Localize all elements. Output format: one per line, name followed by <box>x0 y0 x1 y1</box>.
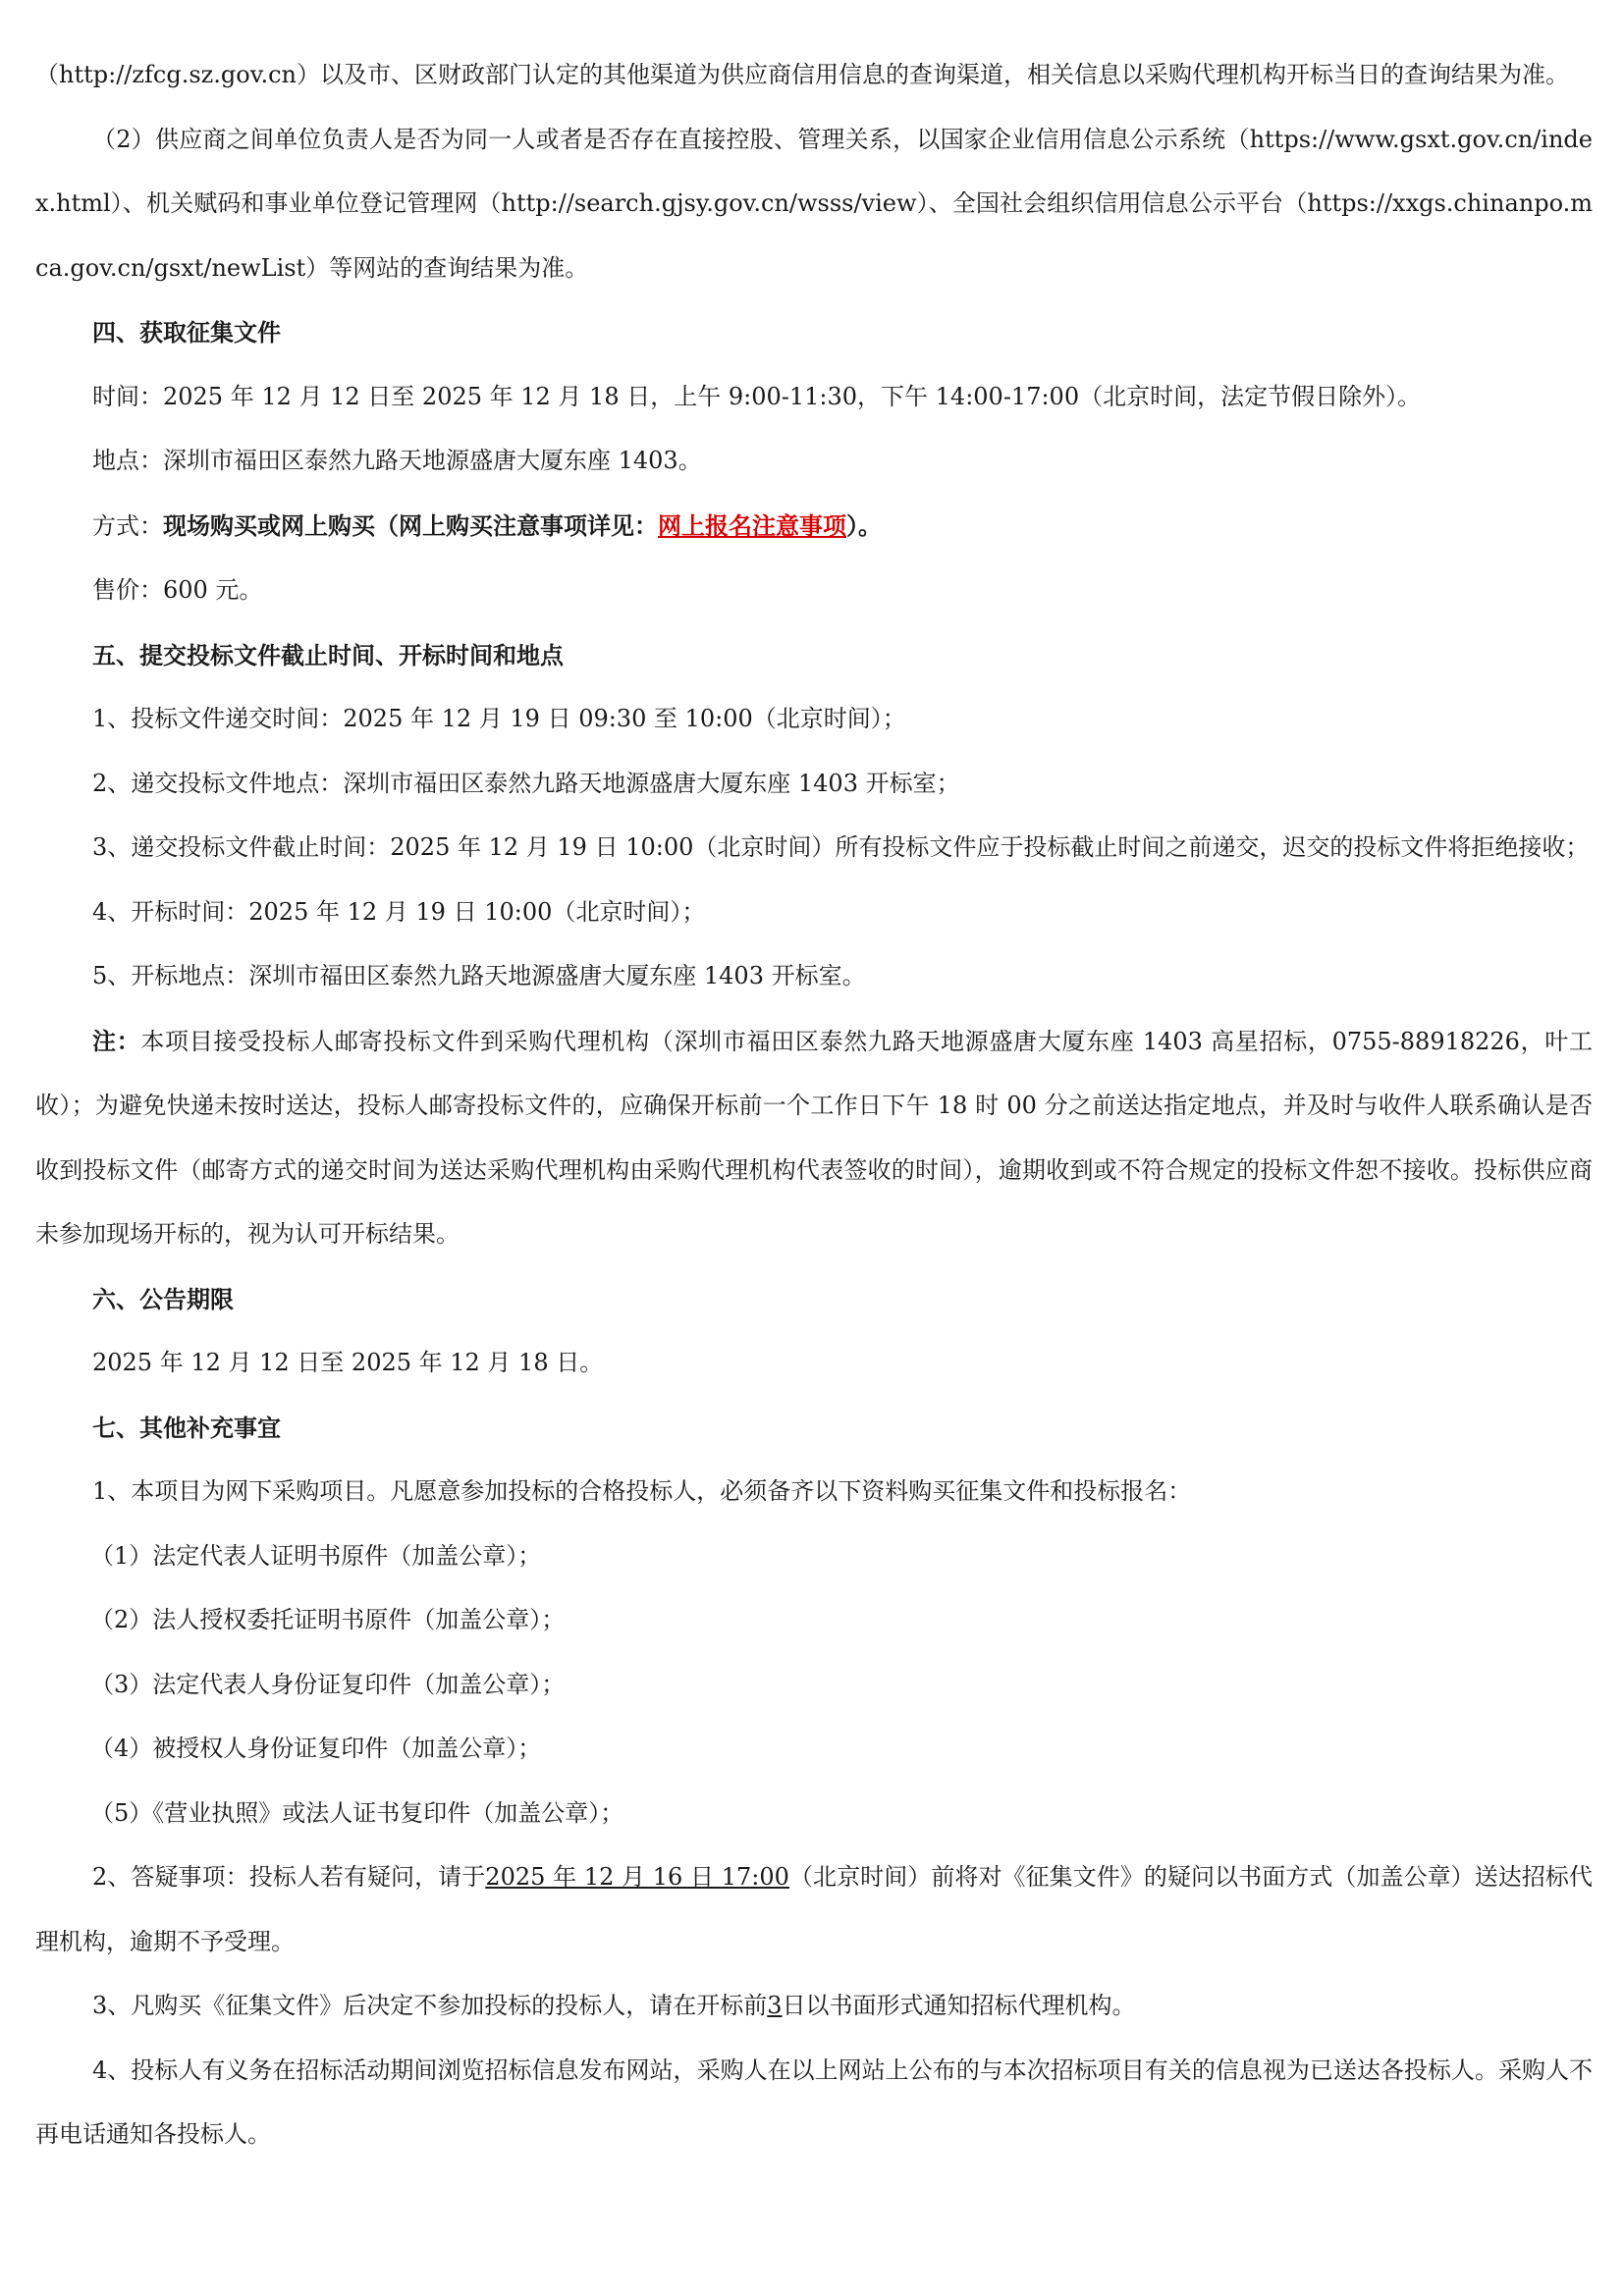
obtain-method <box>35 494 1593 560</box>
online-registration-link[interactable]: 网上报名注意事项 <box>658 510 846 540</box>
section-heading-other-matters: 七、其他补充事宜 <box>92 1413 281 1442</box>
paragraph-relationship-check: （2）供应商之间单位负责人是否为同一人或者是否存在直接控股、管理关系，以国家企业信用信息公示系统（https://www.gsxt.gov.cn/index.html）、机关赋码和事业单位登记管理网（http://search.gjsy.gov.cn/wsss/view）、全国社会组织信用信息公示平台（https://xxgs.chinanpo.mca.gov.cn/gsxt/newList）等网站的查询结果为准。 <box>35 125 1593 282</box>
other-item-2 <box>35 1845 1593 1974</box>
qa-text-a: 2、答疑事项：投标人若有疑问，请于 <box>92 1863 486 1891</box>
withdraw-days: 3 <box>767 1992 783 2019</box>
method-label: 方式： <box>92 511 163 540</box>
submission-item-3: 3、递交投标文件截止时间：2025 年 12 月 19 日 10:00（北京时间）所有投标文件应于投标截止时间之前递交，迟交的投标文件将拒绝接收； <box>92 833 1590 861</box>
qa-deadline: 2025 年 12 月 16 日 17:00 <box>485 1863 789 1891</box>
qa-text-b: （北京时间）前将对《征集文件》的疑问以书面方式（加盖公章）送达招标代理机构，逾期不予受理。 <box>35 1863 1593 1955</box>
obtain-price: 售价：600 元。 <box>92 576 263 604</box>
obtain-place: 地点：深圳市福田区泰然九路天地源盛唐大厦东座 1403。 <box>92 447 702 474</box>
paragraph-credit-channel: （http://zfcg.sz.gov.cn）以及市、区财政部门认定的其他渠道为供应商信用信息的查询渠道，相关信息以采购代理机构开标当日的查询结果为准。 <box>35 61 1569 88</box>
obtain-time: 时间：2025 年 12 月 12 日至 2025 年 12 月 18 日，上午 9:00-11:30，下午 14:00-17:00（北京时间，法定节假日除外）。 <box>92 382 1422 410</box>
required-doc-item: （4）被授权人身份证复印件（加盖公章）； <box>90 1735 542 1762</box>
note-text: 本项目接受投标人邮寄投标文件到采购代理机构（深圳市福田区泰然九路天地源盛唐大厦东座 1403 高星招标，0755-88918226，叶工收）；为避免快递未按时送达，投标人邮寄投标文件的，应确保开标前一个工作日下午 18 时 00 分之前送达指定地点，并及时与收件人联系确认是否收到投标文件（邮寄方式的递交时间为送达采购代理机构由采购代理机构代表签收的时间），逾期收到或不符合规定的投标文件恕不接收。投标供应商未参加现场开标的，视为认可开标结果。 <box>35 1027 1593 1248</box>
other-item-1: 1、本项目为网下采购项目。凡愿意参加投标的合格投标人，必须备齐以下资料购买征集文件和投标报名： <box>92 1477 1192 1505</box>
submission-item-2: 2、递交投标文件地点：深圳市福田区泰然九路天地源盛唐大厦东座 1403 开标室； <box>92 769 960 797</box>
required-doc-item: （3）法定代表人身份证复印件（加盖公章）； <box>90 1670 566 1698</box>
required-doc-item: （2）法人授权委托证明书原件（加盖公章）； <box>90 1606 566 1633</box>
submission-item-1: 1、投标文件递交时间：2025 年 12 月 19 日 09:30 至 10:00（北京时间）； <box>92 705 906 732</box>
other-item-4: 4、投标人有义务在招标活动期间浏览招标信息发布网站，采购人在以上网站上公布的与本次招标项目有关的信息视为已送达各投标人。采购人不再电话通知各投标人。 <box>35 2056 1593 2148</box>
submission-item-4: 4、开标时间：2025 年 12 月 19 日 10:00（北京时间）； <box>92 897 706 926</box>
submission-item-5: 5、开标地点：深圳市福田区泰然九路天地源盛唐大厦东座 1403 开标室。 <box>92 962 866 989</box>
required-doc-item: （1）法定代表人证明书原件（加盖公章）； <box>90 1541 542 1570</box>
method-end: ）。 <box>846 510 882 540</box>
required-doc-item: （5）《营业执照》或法人证书复印件（加盖公章）； <box>90 1798 624 1827</box>
section-heading-obtain-docs: 四、获取征集文件 <box>92 318 281 347</box>
method-text: 现场购买或网上购买（网上购买注意事项详见： <box>163 510 658 540</box>
section-heading-submission: 五、提交投标文件截止时间、开标时间和地点 <box>92 640 564 669</box>
withdraw-text-a: 3、凡购买《征集文件》后决定不参加投标的投标人，请在开标前 <box>92 1992 768 2019</box>
notice-period: 2025 年 12 月 12 日至 2025 年 12 月 18 日。 <box>92 1349 604 1376</box>
withdraw-text-b: 日以书面形式通知招标代理机构。 <box>782 1992 1136 2019</box>
note-label: 注： <box>92 1026 141 1055</box>
section-heading-notice-period: 六、公告期限 <box>92 1284 234 1313</box>
submission-note <box>35 1009 1593 1267</box>
document-body <box>35 43 1593 2167</box>
other-item-3 <box>35 1974 1593 2039</box>
